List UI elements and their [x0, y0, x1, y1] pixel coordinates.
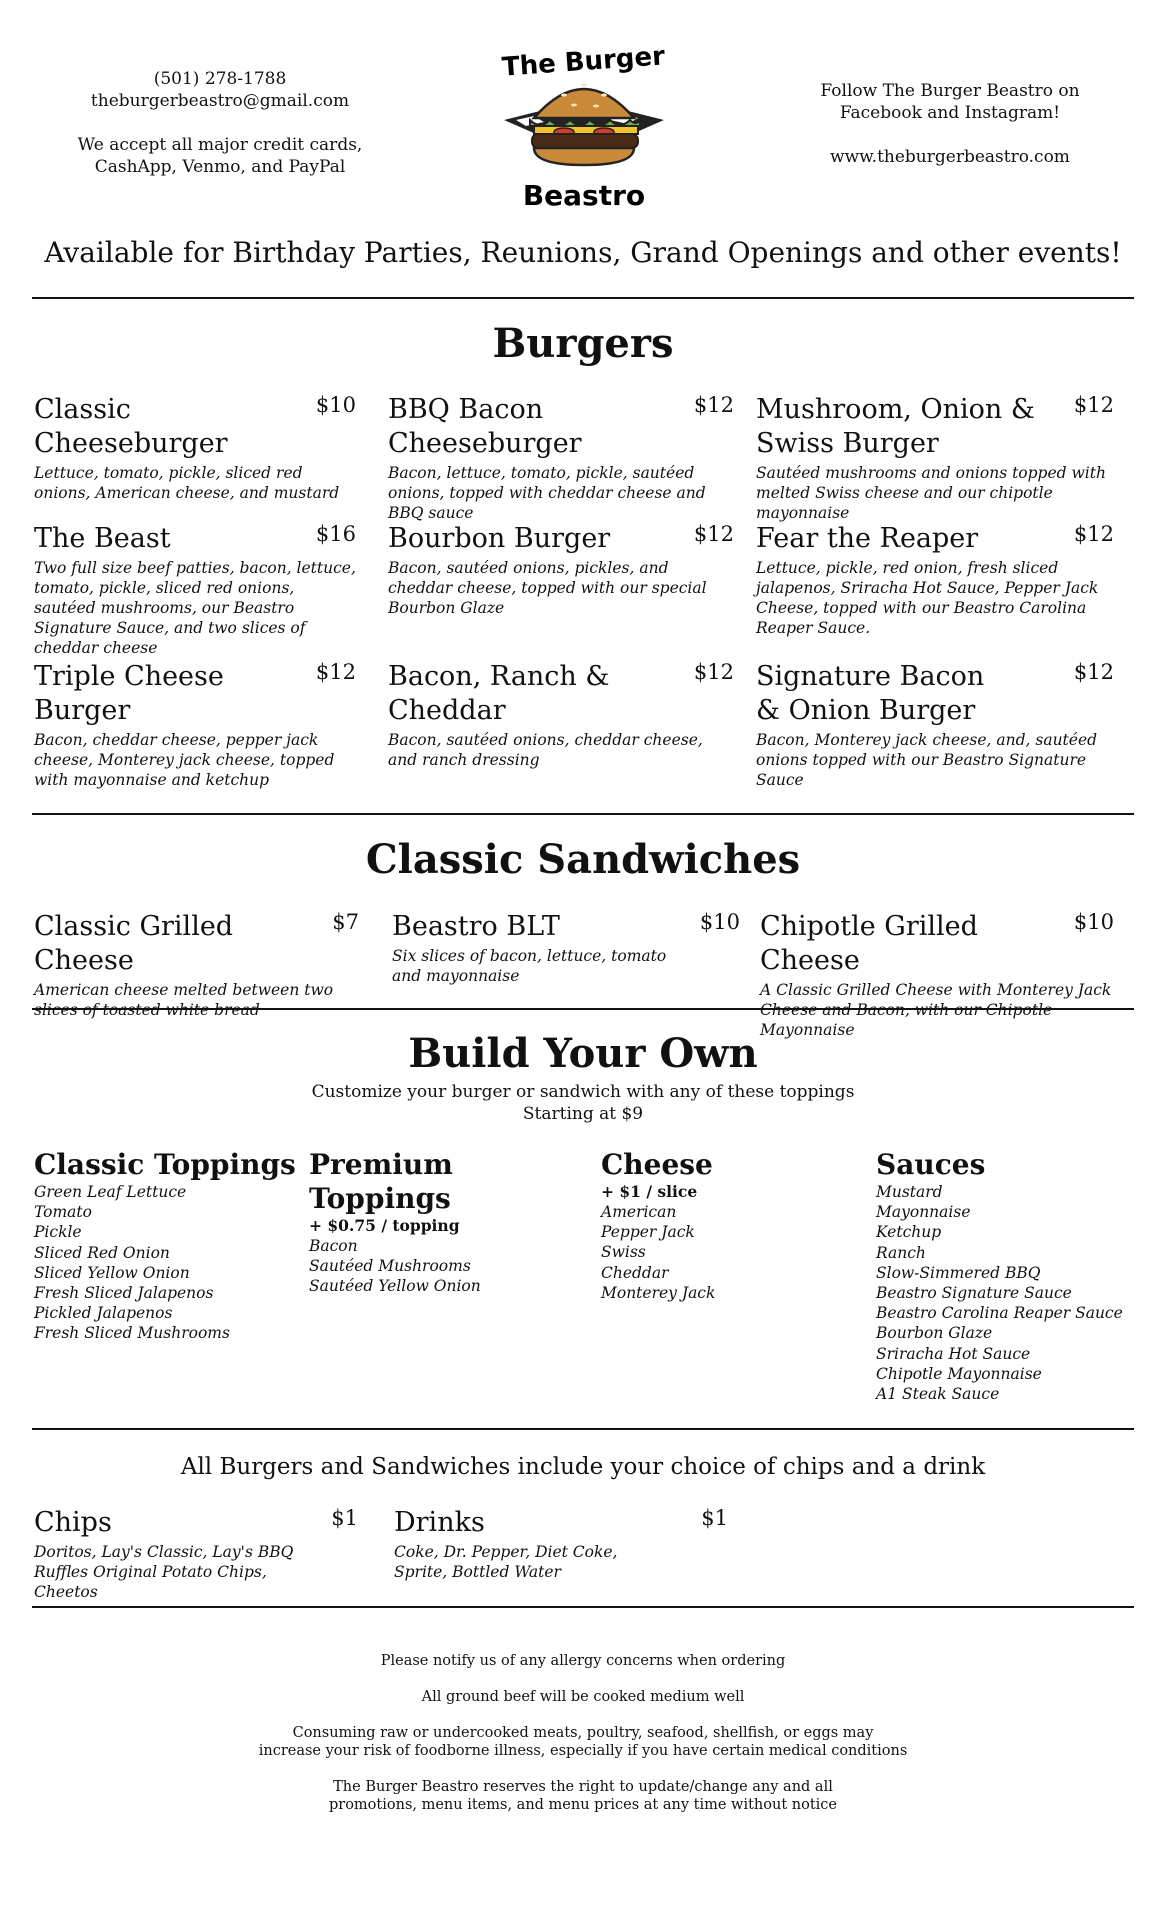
- burger-logo-icon: [494, 40, 674, 215]
- follow-line-1: Follow The Burger Beastro on: [820, 81, 1080, 101]
- column-price-note: + $0.75 / topping: [309, 1216, 460, 1235]
- item-price: $10: [1073, 910, 1114, 934]
- list-item: Bourbon Glaze: [876, 1324, 993, 1343]
- divider: [32, 297, 1134, 299]
- social-info: [780, 80, 1120, 168]
- list-item: American: [601, 1203, 677, 1221]
- item-description: American cheese melted between two slices of toasted white bread: [34, 981, 334, 1019]
- menu-item: [756, 522, 1114, 638]
- item-price: $12: [1073, 660, 1114, 684]
- toppings-column: [601, 1148, 851, 1303]
- divider: [32, 1008, 1134, 1010]
- divider: [32, 1606, 1134, 1608]
- item-price: $12: [315, 660, 356, 684]
- item-name: Signature Bacon & Onion Burger: [756, 661, 985, 726]
- topping-list: [34, 1182, 304, 1344]
- logo: [494, 40, 674, 215]
- item-description: Sautéed mushrooms and onions topped with melted Swiss cheese and our chipotle mayonnaise: [756, 464, 1106, 522]
- item-description: Bacon, cheddar cheese, pepper jack cheese, Monterey jack cheese, topped with mayonnaise and ketchup: [34, 731, 335, 789]
- toppings-column: [876, 1148, 1126, 1404]
- item-name: The Beast: [34, 523, 171, 554]
- list-item: Ranch: [876, 1243, 926, 1262]
- build-starting-price: Starting at $9: [522, 1104, 644, 1124]
- menu-item: [34, 660, 356, 790]
- payment-line-1: We accept all major credit cards,: [77, 135, 363, 155]
- item-name: Classic Grilled Cheese: [34, 911, 234, 976]
- list-item: Beastro Signature Sauce: [876, 1284, 1072, 1303]
- list-item: Sriracha Hot Sauce: [876, 1344, 1031, 1363]
- toppings-column: [309, 1148, 589, 1297]
- beef-note: All ground beef will be cooked medium well: [421, 1689, 745, 1705]
- item-price: $12: [1073, 393, 1114, 417]
- menu-item: [34, 393, 356, 503]
- list-item: Monterey Jack: [601, 1283, 716, 1302]
- list-item: Mustard: [876, 1183, 943, 1201]
- menu-item: [388, 660, 734, 770]
- sandwiches-title: Classic Sandwiches: [365, 836, 801, 883]
- column-title: Premium Toppings: [309, 1148, 453, 1215]
- logo-bottom-text: Beastro: [522, 179, 646, 212]
- item-name: BBQ Bacon Cheeseburger: [388, 394, 582, 459]
- warning-line-2: increase your risk of foodborne illness, especially if you have certain medical conditions: [258, 1743, 908, 1759]
- item-price: $1: [701, 1506, 728, 1530]
- list-item: Sliced Red Onion: [34, 1243, 170, 1262]
- list-item: A1 Steak Sauce: [876, 1385, 1000, 1404]
- item-name: Mushroom, Onion & Swiss Burger: [756, 394, 1035, 459]
- menu-item: [394, 1506, 728, 1582]
- item-price: $1: [331, 1506, 358, 1530]
- item-price: $16: [315, 522, 356, 546]
- item-name: Drinks: [394, 1507, 485, 1538]
- divider: [32, 813, 1134, 815]
- list-item: Cheddar: [601, 1263, 669, 1282]
- item-price: $7: [332, 910, 359, 934]
- item-price: $10: [315, 393, 356, 417]
- item-name: Classic Cheeseburger: [34, 394, 228, 459]
- item-name: Triple Cheese Burger: [34, 661, 224, 726]
- list-item: Bacon: [309, 1237, 358, 1255]
- item-name: Chipotle Grilled Cheese: [760, 911, 978, 976]
- list-item: Fresh Sliced Jalapenos: [34, 1284, 214, 1303]
- sides-heading: All Burgers and Sandwiches include your choice of chips and a drink: [180, 1454, 986, 1480]
- menu-item: [760, 910, 1114, 1040]
- warning-line-1: Consuming raw or undercooked meats, poultry, seafood, shellfish, or eggs may: [292, 1725, 874, 1741]
- column-title: Sauces: [876, 1148, 986, 1181]
- menu-item: [34, 1506, 358, 1602]
- topping-list: [601, 1202, 851, 1303]
- divider: [32, 1428, 1134, 1430]
- menu-item: [34, 522, 356, 658]
- menu-item: [388, 393, 734, 523]
- menu-item: [756, 393, 1114, 523]
- item-price: $10: [699, 910, 740, 934]
- list-item: Chipotle Mayonnaise: [876, 1364, 1042, 1383]
- list-item: Pickle: [34, 1223, 82, 1242]
- column-price-note: + $1 / slice: [601, 1182, 698, 1201]
- events-banner: Available for Birthday Parties, Reunions, Grand Openings and other events!: [44, 236, 1122, 269]
- website: www.theburgerbeastro.com: [830, 147, 1070, 167]
- column-title: Cheese: [601, 1148, 713, 1181]
- item-description: Bacon, sautéed onions, pickles, and cheddar cheese, topped with our special Bourbon Glaze: [388, 559, 707, 617]
- item-name: Bacon, Ranch & Cheddar: [388, 661, 610, 726]
- toppings-column: [34, 1148, 304, 1344]
- item-description: Bacon, lettuce, tomato, pickle, sautéed onions, topped with cheddar cheese and BBQ sauce: [388, 464, 706, 522]
- item-description: Doritos, Lay's Classic, Lay's BBQ Ruffles Original Potato Chips, Cheetos: [34, 1543, 294, 1601]
- list-item: Swiss: [601, 1243, 646, 1262]
- topping-list: [309, 1236, 589, 1297]
- rights-line-2: promotions, menu items, and menu prices at any time without notice: [328, 1797, 837, 1813]
- list-item: Beastro Carolina Reaper Sauce: [876, 1304, 1123, 1323]
- payment-line-2: CashApp, Venmo, and PayPal: [94, 157, 346, 177]
- item-price: $12: [693, 393, 734, 417]
- item-name: Beastro BLT: [392, 911, 560, 942]
- contact-info: [60, 68, 380, 178]
- list-item: Mayonnaise: [876, 1203, 971, 1222]
- burgers-title: Burgers: [492, 320, 674, 367]
- follow-line-2: Facebook and Instagram!: [839, 103, 1061, 123]
- list-item: Tomato: [34, 1203, 92, 1222]
- allergy-note: Please notify us of any allergy concerns when ordering: [380, 1653, 786, 1669]
- build-subtitle: Customize your burger or sandwich with any of these toppings: [311, 1082, 855, 1102]
- item-description: Lettuce, pickle, red onion, fresh sliced jalapenos, Sriracha Hot Sauce, Pepper Jack Cheese, topped with our Beastro Carolina Reaper Sauce.: [756, 559, 1099, 637]
- topping-list: [876, 1182, 1126, 1404]
- item-name: Fear the Reaper: [756, 523, 979, 554]
- column-title: Classic Toppings: [34, 1148, 296, 1181]
- item-description: Bacon, Monterey jack cheese, and, sautéed onions topped with our Beastro Signature Sauce: [756, 731, 1098, 789]
- item-name: Chips: [34, 1507, 112, 1538]
- list-item: Pickled Jalapenos: [34, 1304, 173, 1323]
- menu-item: [34, 910, 364, 1020]
- rights-line-1: The Burger Beastro reserves the right to update/change any and all: [333, 1779, 833, 1795]
- logo-top-text: The Burger: [501, 41, 666, 83]
- list-item: Sautéed Yellow Onion: [309, 1277, 481, 1296]
- list-item: Slow-Simmered BBQ: [876, 1263, 1041, 1282]
- menu-item: [388, 522, 734, 618]
- item-description: Lettuce, tomato, pickle, sliced red onions, American cheese, and mustard: [34, 464, 340, 502]
- item-name: Bourbon Burger: [388, 523, 611, 554]
- item-description: Coke, Dr. Pepper, Diet Coke, Sprite, Bottled Water: [394, 1543, 618, 1581]
- item-price: $12: [693, 522, 734, 546]
- list-item: Sautéed Mushrooms: [309, 1257, 471, 1276]
- list-item: Ketchup: [876, 1223, 942, 1242]
- item-price: $12: [693, 660, 734, 684]
- phone-number: (501) 278-1788: [153, 69, 287, 89]
- footer-notes: [0, 1652, 1166, 1814]
- list-item: Green Leaf Lettuce: [34, 1183, 187, 1201]
- list-item: Fresh Sliced Mushrooms: [34, 1324, 230, 1343]
- item-description: Two full size beef patties, bacon, lettuce, tomato, pickle, sliced red onions, sautéed mushrooms, our Beastro Signature Sauce, and two slices of cheddar cheese: [34, 559, 356, 657]
- menu-item: [392, 910, 740, 986]
- menu-item: [756, 660, 1114, 790]
- email-address: theburgerbeastro@gmail.com: [90, 91, 350, 111]
- item-description: Six slices of bacon, lettuce, tomato and mayonnaise: [392, 947, 667, 985]
- item-description: Bacon, sautéed onions, cheddar cheese, and ranch dressing: [388, 731, 703, 769]
- item-price: $12: [1073, 522, 1114, 546]
- list-item: Sliced Yellow Onion: [34, 1263, 190, 1282]
- list-item: Pepper Jack: [601, 1223, 695, 1242]
- build-title: Build Your Own: [408, 1030, 758, 1077]
- item-description: A Classic Grilled Cheese with Monterey Jack Cheese and Bacon, with our Chipotle Mayonnaise: [760, 981, 1112, 1039]
